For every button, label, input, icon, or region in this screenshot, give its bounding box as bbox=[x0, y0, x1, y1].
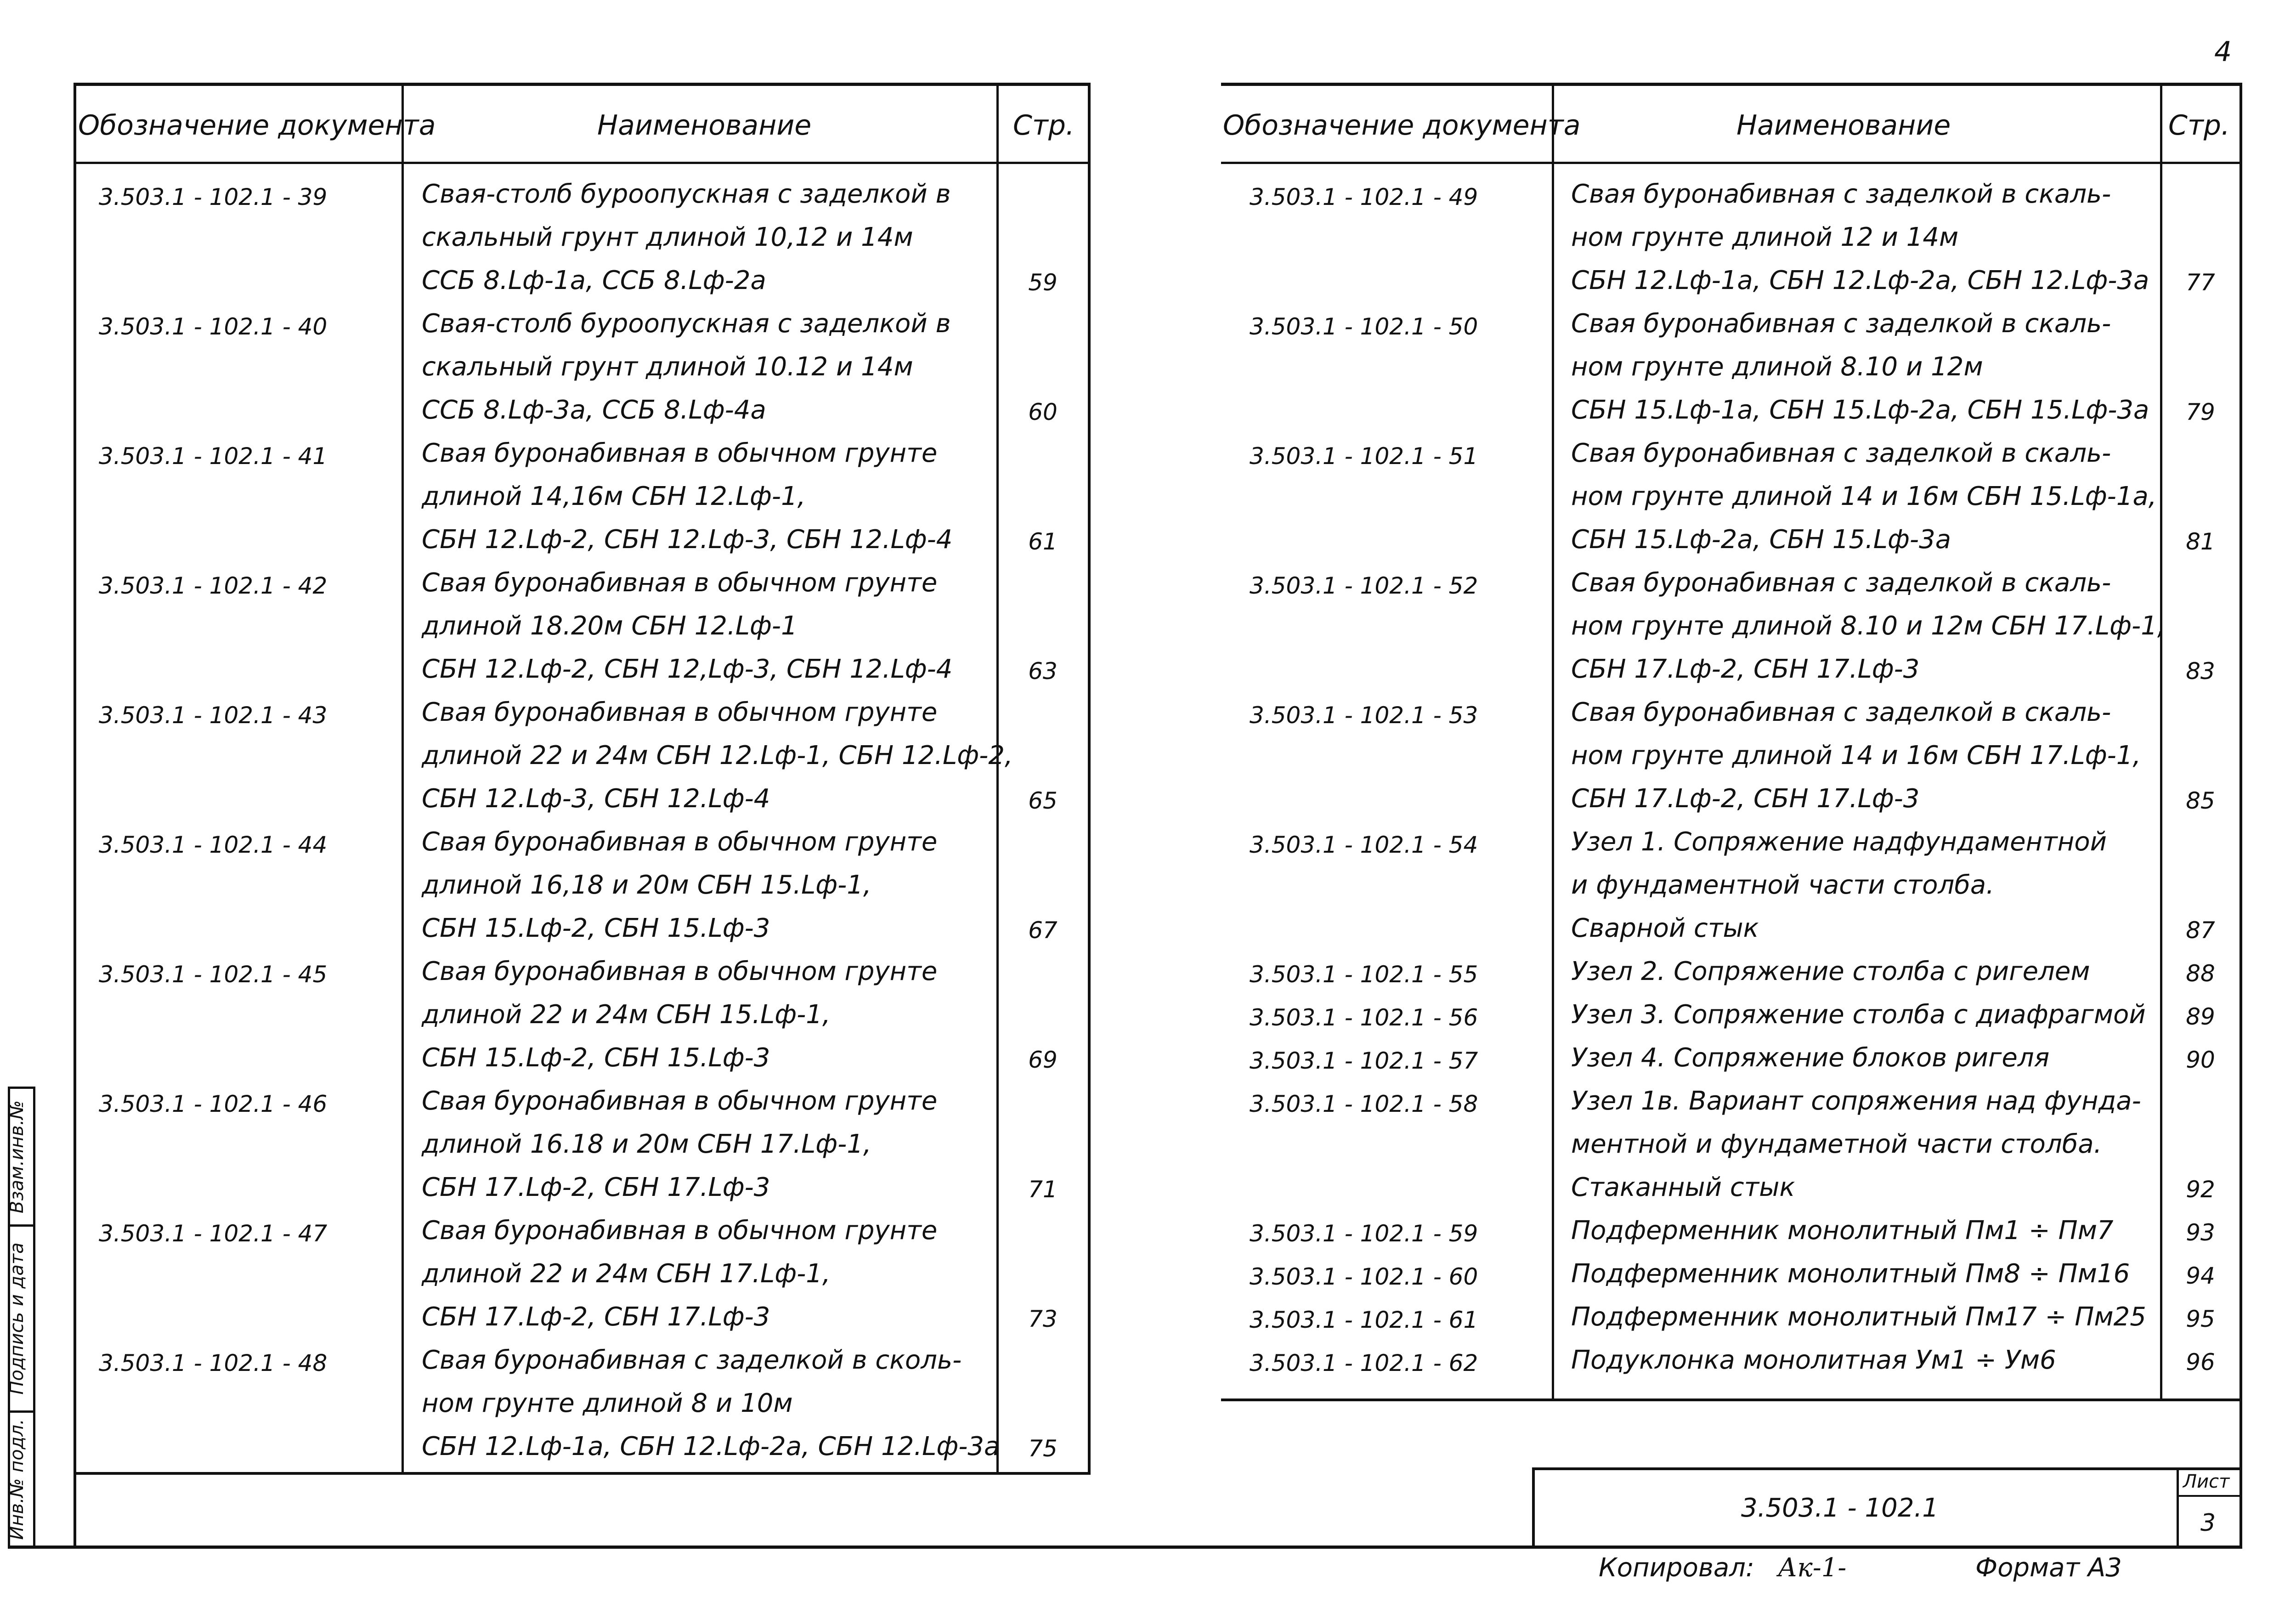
row-description-line: ном грунте длиной 14 и 16м СБН 17.Lф-1, bbox=[1571, 741, 2141, 770]
copied-label: Копировал: bbox=[1599, 1553, 1754, 1583]
row-description-line: Подферменник монолитный Пм1 ÷ Пм7 bbox=[1571, 1216, 2114, 1246]
row-description-line: длиной 22 и 24м СБН 15.Lф-1, bbox=[422, 1000, 831, 1030]
right-header-name: Наименование bbox=[1736, 109, 1951, 142]
page-number: 4 bbox=[2214, 36, 2232, 68]
row-page: 77 bbox=[2186, 269, 2215, 296]
row-page: 60 bbox=[1028, 399, 1058, 425]
row-description-line: ментной и фундаметной части столба. bbox=[1571, 1129, 2102, 1159]
row-description-line: ССБ 8.Lф-1а, ССБ 8.Lф-2а bbox=[422, 266, 766, 295]
row-page: 71 bbox=[1028, 1176, 1058, 1203]
right-header-page: Стр. bbox=[2168, 109, 2230, 142]
row-code: 3.503.1 - 102.1 - 49 bbox=[1250, 184, 1478, 210]
row-code: 3.503.1 - 102.1 - 51 bbox=[1250, 443, 1478, 470]
row-page: 96 bbox=[2186, 1349, 2215, 1376]
row-description-line: длиной 22 и 24м СБН 12.Lф-1, СБН 12.Lф-2, bbox=[422, 741, 1013, 770]
row-description-line: Свая буронабивная в обычном грунте bbox=[422, 957, 938, 986]
row-description-line: Узел 1в. Вариант сопряжения над фунда- bbox=[1571, 1086, 2141, 1116]
row-page: 65 bbox=[1028, 787, 1058, 814]
row-page: 83 bbox=[2186, 658, 2215, 685]
row-description-line: СБН 12.Lф-1а, СБН 12.Lф-2а, СБН 12.Lф-3а bbox=[1571, 266, 2149, 295]
row-description-line: СБН 12.Lф-2, СБН 12.Lф-3, СБН 12.Lф-4 bbox=[422, 525, 953, 555]
stamp-sheet-label: Лист bbox=[2183, 1471, 2230, 1492]
row-page: 85 bbox=[2186, 787, 2215, 814]
row-page: 93 bbox=[2186, 1219, 2215, 1246]
row-description-line: СБН 15.Lф-2, СБН 15.Lф-3 bbox=[422, 1043, 770, 1073]
row-description-line: длиной 22 и 24м СБН 17.Lф-1, bbox=[422, 1259, 831, 1289]
format-label: Формат А3 bbox=[1975, 1553, 2122, 1583]
row-code: 3.503.1 - 102.1 - 45 bbox=[99, 961, 328, 988]
row-code: 3.503.1 - 102.1 - 60 bbox=[1250, 1263, 1478, 1290]
row-code: 3.503.1 - 102.1 - 46 bbox=[99, 1091, 328, 1117]
row-description-line: длиной 14,16м СБН 12.Lф-1, bbox=[422, 481, 806, 511]
row-code: 3.503.1 - 102.1 - 58 bbox=[1250, 1091, 1478, 1117]
side-label-inventory: Инв.№ подл. bbox=[6, 1418, 28, 1540]
row-page: 94 bbox=[2186, 1263, 2215, 1289]
row-description-line: ном грунте длиной 8 и 10м bbox=[422, 1388, 793, 1418]
row-page: 67 bbox=[1028, 917, 1058, 944]
row-page: 59 bbox=[1028, 269, 1058, 296]
row-description-line: СБН 15.Lф-1а, СБН 15.Lф-2а, СБН 15.Lф-3а bbox=[1571, 395, 2149, 425]
row-description-line: Свая буронабивная в обычном грунте bbox=[422, 1086, 938, 1116]
row-code: 3.503.1 - 102.1 - 42 bbox=[99, 572, 328, 599]
row-description-line: Узел 2. Сопряжение столба с ригелем bbox=[1571, 957, 2090, 986]
copied-signature: Ак-1- bbox=[1778, 1553, 1847, 1583]
row-description-line: длиной 18.20м СБН 12.Lф-1 bbox=[422, 611, 797, 641]
row-description-line: Свая буронабивная в обычном грунте bbox=[422, 1216, 938, 1246]
row-description-line: Стаканный стык bbox=[1571, 1172, 1795, 1202]
row-code: 3.503.1 - 102.1 - 62 bbox=[1250, 1350, 1478, 1376]
row-page: 75 bbox=[1028, 1435, 1058, 1462]
stamp-sheet-number: 3 bbox=[2200, 1509, 2216, 1537]
row-page: 73 bbox=[1028, 1306, 1058, 1332]
row-description-line: Узел 3. Сопряжение столба с диафрагмой bbox=[1571, 1000, 2146, 1030]
row-page: 89 bbox=[2186, 1003, 2215, 1030]
row-description-line: СБН 15.Lф-2, СБН 15.Lф-3 bbox=[422, 913, 770, 943]
row-code: 3.503.1 - 102.1 - 44 bbox=[99, 832, 328, 858]
row-description-line: ССБ 8.Lф-3а, ССБ 8.Lф-4а bbox=[422, 395, 766, 425]
row-description-line: Свая буронабивная с заделкой в скаль- bbox=[1571, 309, 2111, 339]
row-description-line: длиной 16.18 и 20м СБН 17.Lф-1, bbox=[422, 1129, 871, 1159]
row-description-line: Свая буронабивная с заделкой в скаль- bbox=[1571, 568, 2111, 598]
row-page: 79 bbox=[2186, 399, 2215, 425]
left-header-designation: Обозначение документа bbox=[78, 109, 436, 142]
row-page: 61 bbox=[1028, 528, 1058, 555]
row-page: 87 bbox=[2186, 917, 2215, 944]
row-description-line: Свая буронабивная в обычном грунте bbox=[422, 438, 938, 468]
row-description-line: СБН 17.Lф-2, СБН 17.Lф-3 bbox=[422, 1172, 770, 1202]
row-code: 3.503.1 - 102.1 - 54 bbox=[1250, 832, 1478, 858]
row-code: 3.503.1 - 102.1 - 61 bbox=[1250, 1307, 1478, 1333]
left-header-name: Наименование bbox=[597, 109, 812, 142]
row-page: 81 bbox=[2186, 528, 2215, 555]
row-description-line: Свая буронабивная с заделкой в скаль- bbox=[1571, 438, 2111, 468]
row-code: 3.503.1 - 102.1 - 52 bbox=[1250, 572, 1478, 599]
row-code: 3.503.1 - 102.1 - 56 bbox=[1250, 1004, 1478, 1031]
row-code: 3.503.1 - 102.1 - 50 bbox=[1250, 313, 1478, 340]
row-description-line: СБН 12.Lф-2, СБН 12,Lф-3, СБН 12.Lф-4 bbox=[422, 654, 953, 684]
row-description-line: Подферменник монолитный Пм8 ÷ Пм16 bbox=[1571, 1259, 2130, 1289]
row-description-line: ном грунте длиной 8.10 и 12м bbox=[1571, 352, 1983, 382]
row-description-line: СБН 12.Lф-1а, СБН 12.Lф-2а, СБН 12.Lф-3а bbox=[422, 1432, 1000, 1461]
row-description-line: Свая буронабивная в обычном грунте bbox=[422, 697, 938, 727]
row-page: 92 bbox=[2186, 1176, 2215, 1203]
row-page: 95 bbox=[2186, 1306, 2215, 1332]
row-description-line: СБН 17.Lф-2, СБН 17.Lф-3 bbox=[1571, 784, 1920, 814]
row-description-line: Узел 4. Сопряжение блоков ригеля bbox=[1571, 1043, 2050, 1073]
row-description-line: Свая-столб буроопускная с заделкой в bbox=[422, 179, 951, 209]
row-description-line: СБН 15.Lф-2а, СБН 15.Lф-3а bbox=[1571, 525, 1951, 555]
row-code: 3.503.1 - 102.1 - 48 bbox=[99, 1350, 328, 1376]
row-code: 3.503.1 - 102.1 - 39 bbox=[99, 184, 328, 210]
stamp-document-code: 3.503.1 - 102.1 bbox=[1741, 1493, 1939, 1523]
row-code: 3.503.1 - 102.1 - 55 bbox=[1250, 961, 1478, 988]
row-description-line: Подферменник монолитный Пм17 ÷ Пм25 bbox=[1571, 1302, 2146, 1332]
row-description-line: Сварной стык bbox=[1571, 913, 1759, 943]
row-description-line: ном грунте длиной 14 и 16м СБН 15.Lф-1а, bbox=[1571, 481, 2157, 511]
row-description-line: скальный грунт длиной 10.12 и 14м bbox=[422, 352, 913, 382]
row-page: 90 bbox=[2186, 1047, 2215, 1073]
row-description-line: скальный грунт длиной 10,12 и 14м bbox=[422, 222, 913, 252]
row-description-line: СБН 17.Lф-2, СБН 17.Lф-3 bbox=[422, 1302, 770, 1332]
row-description-line: Подуклонка монолитная Ум1 ÷ Ум6 bbox=[1571, 1345, 2056, 1375]
row-code: 3.503.1 - 102.1 - 43 bbox=[99, 702, 328, 729]
row-description-line: Свая-столб буроопускная с заделкой в bbox=[422, 309, 951, 339]
row-code: 3.503.1 - 102.1 - 53 bbox=[1250, 702, 1478, 729]
row-page: 63 bbox=[1028, 658, 1058, 685]
row-description-line: Свая буронабивная с заделкой в сколь- bbox=[422, 1345, 962, 1375]
row-description-line: Узел 1. Сопряжение надфундаментной bbox=[1571, 827, 2107, 857]
right-header-designation: Обозначение документа bbox=[1223, 109, 1581, 142]
row-code: 3.503.1 - 102.1 - 59 bbox=[1250, 1220, 1478, 1247]
side-label-signature: Подпись и дата bbox=[6, 1242, 28, 1395]
row-page: 69 bbox=[1028, 1047, 1058, 1073]
row-code: 3.503.1 - 102.1 - 47 bbox=[99, 1220, 328, 1247]
row-code: 3.503.1 - 102.1 - 41 bbox=[99, 443, 328, 470]
row-description-line: Свая буронабивная в обычном грунте bbox=[422, 827, 938, 857]
row-description-line: длиной 16,18 и 20м СБН 15.Lф-1, bbox=[422, 870, 871, 900]
row-page: 88 bbox=[2186, 960, 2215, 987]
row-description-line: ном грунте длиной 12 и 14м bbox=[1571, 222, 1959, 252]
row-description-line: Свая буронабивная с заделкой в скаль- bbox=[1571, 697, 2111, 727]
row-description-line: Свая буронабивная в обычном грунте bbox=[422, 568, 938, 598]
row-description-line: и фундаментной части столба. bbox=[1571, 870, 1994, 900]
left-header-page: Стр. bbox=[1013, 109, 1075, 142]
row-description-line: ном грунте длиной 8.10 и 12м СБН 17.Lф-1, bbox=[1571, 611, 2166, 641]
row-code: 3.503.1 - 102.1 - 40 bbox=[99, 313, 328, 340]
side-label-replacement: Взам.инв.№ bbox=[6, 1100, 28, 1213]
row-description-line: СБН 12.Lф-3, СБН 12.Lф-4 bbox=[422, 784, 770, 814]
row-code: 3.503.1 - 102.1 - 57 bbox=[1250, 1047, 1478, 1074]
row-description-line: СБН 17.Lф-2, СБН 17.Lф-3 bbox=[1571, 654, 1920, 684]
row-description-line: Свая буронабивная с заделкой в скаль- bbox=[1571, 179, 2111, 209]
